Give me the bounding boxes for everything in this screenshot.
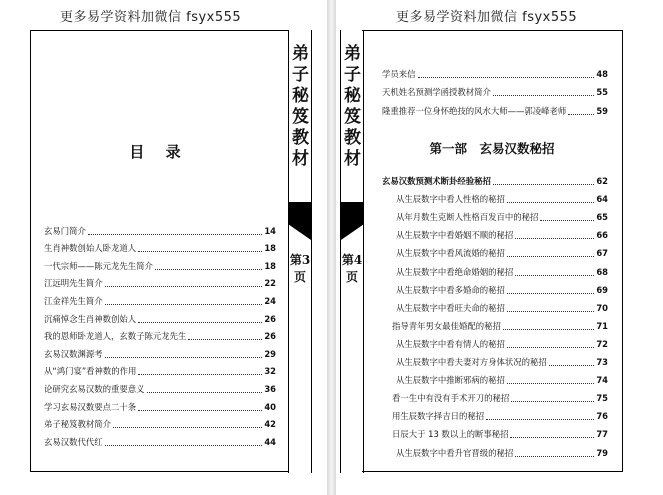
toc-entry-page: 76 — [596, 411, 608, 422]
dot-leader — [105, 304, 263, 305]
toc-entry-title: 学员来信 — [382, 68, 416, 79]
toc-entry-page: 32 — [264, 366, 276, 377]
dot-leader — [549, 365, 595, 366]
toc-entry-title: 用生辰数字择吉日的秘招 — [392, 411, 485, 422]
toc-entry-title: 一代宗师——陈元龙先生简介 — [44, 260, 153, 271]
toc-entry — [382, 99, 608, 118]
book-gutter — [327, 0, 336, 495]
toc-entry-title: 从“鸿门宴”看神数的作用 — [44, 366, 137, 377]
watermark: 更多易学资料加微信 fsyx555 — [396, 10, 578, 25]
dot-leader — [540, 220, 594, 221]
dot-leader — [568, 114, 594, 115]
toc-entry-title: 指导青年男女最佳婚配的秘招 — [392, 320, 501, 331]
toc-entry-title: 从生辰数字中看旺夫命的秘招 — [396, 302, 505, 313]
toc-entry — [382, 297, 608, 315]
dot-leader — [515, 275, 594, 276]
toc-entry-page: 14 — [264, 225, 276, 236]
page-number: 第4页 — [341, 253, 363, 284]
toc-entry — [382, 260, 608, 278]
toc-entry-title: 弟子秘笈教材简介 — [44, 419, 111, 430]
toc-entry — [44, 308, 276, 326]
toc-entry-page: 65 — [596, 212, 608, 223]
dot-leader — [147, 392, 263, 393]
toc-entry-page: 22 — [264, 278, 276, 289]
toc-entry — [44, 220, 276, 238]
left-page — [0, 0, 327, 495]
toc-entry-page: 26 — [264, 313, 276, 324]
dot-leader — [138, 410, 262, 411]
toc-entry-page: 62 — [596, 176, 608, 187]
watermark: 更多易学资料加微信 fsyx555 — [60, 10, 242, 25]
toc-entry — [382, 351, 608, 369]
toc-entry-title: 从生辰数字中看升官晋级的秘招 — [396, 447, 514, 458]
dot-leader — [503, 329, 594, 330]
toc-entry-page: 29 — [264, 348, 276, 359]
toc-entry — [382, 279, 608, 297]
side-band-right — [340, 30, 364, 473]
toc-entry-page: 48 — [596, 68, 608, 79]
dot-leader — [493, 184, 594, 185]
toc-title: 目 录 — [129, 143, 189, 161]
toc-entry-title: 从生辰数字中看多婚命的秘招 — [396, 284, 505, 295]
dot-leader — [507, 256, 594, 257]
toc-entry — [44, 378, 276, 396]
toc-entry — [44, 343, 276, 361]
toc-entry — [44, 290, 276, 308]
dot-leader — [113, 427, 262, 428]
toc-entry — [382, 242, 608, 260]
page-number: 第3页 — [289, 253, 311, 284]
toc-list-top — [382, 62, 608, 118]
toc-entry-page: 70 — [596, 302, 608, 313]
dot-leader — [138, 374, 262, 375]
toc-entry — [382, 405, 608, 423]
dot-leader — [507, 293, 594, 294]
toc-entry-page: 40 — [264, 401, 276, 412]
toc-entry-title: 学习玄易汉数要点二十条 — [44, 401, 137, 412]
toc-entry-page: 64 — [596, 194, 608, 205]
toc-entry-title: 天机姓名预测学函授教材简介 — [382, 87, 491, 97]
toc-entry — [382, 81, 608, 100]
toc-entry-page: 24 — [264, 295, 276, 306]
toc-entry-page: 79 — [596, 447, 608, 458]
dot-leader — [105, 286, 263, 287]
toc-entry — [382, 423, 608, 441]
toc-entry-title: 从生辰数字中看绝命婚姻的秘招 — [396, 266, 514, 277]
toc-list-main — [382, 170, 608, 460]
dot-leader — [138, 322, 262, 323]
dot-leader — [493, 95, 594, 96]
toc-entry-title: 从生辰数字中看人性格的秘招 — [396, 194, 505, 205]
toc-entry — [44, 238, 276, 256]
toc-entry — [44, 273, 276, 291]
black-tab — [341, 202, 363, 240]
toc-entry-title: 看一生中有没有手术开刀的秘招 — [392, 393, 510, 404]
toc-entry-page: 18 — [264, 260, 276, 271]
toc-entry-page: 69 — [596, 284, 608, 295]
toc-entry-page: 74 — [596, 375, 608, 386]
toc-entry — [382, 188, 608, 206]
toc-entry-page: 18 — [264, 243, 276, 254]
toc-entry-title: 玄易汉数预测术断卦经验秘招 — [382, 176, 491, 187]
book-title: 弟子秘笈教材 — [340, 44, 360, 170]
dot-leader — [188, 339, 262, 340]
toc-entry-page: 36 — [264, 383, 276, 394]
section-title: 第一部 玄易汉数秘招 — [429, 141, 555, 156]
toc-entry-page: 66 — [596, 230, 608, 241]
toc-entry-title: 江远明先生简介 — [44, 278, 103, 289]
toc-entry-page: 68 — [596, 266, 608, 277]
toc-entry — [382, 315, 608, 333]
toc-entry — [44, 431, 276, 449]
toc-entry — [382, 62, 608, 81]
toc-entry — [382, 170, 608, 188]
toc-entry — [382, 369, 608, 387]
toc-entry-page: 75 — [596, 393, 608, 404]
toc-entry-title: 玄易门简介 — [44, 225, 86, 236]
toc-entry-page: 42 — [264, 419, 276, 430]
dot-leader — [515, 238, 594, 239]
right-page — [336, 0, 663, 495]
toc-entry — [382, 224, 608, 242]
toc-entry-title: 生肖神数创始人卧龙道人 — [44, 243, 137, 254]
toc-entry — [382, 333, 608, 351]
toc-entry-title: 从生辰数字中看有情人的秘招 — [396, 338, 505, 349]
toc-entry-title: 从生辰数字中看婚姻不顺的秘招 — [396, 230, 514, 241]
toc-entry-title: 论研究玄易汉数的重要意义 — [44, 383, 145, 394]
dot-leader — [105, 445, 263, 446]
dot-leader — [510, 437, 594, 438]
toc-entry — [382, 387, 608, 405]
toc-entry-title: 沉痛悼念生肖神数创始人 — [44, 313, 137, 324]
toc-entry-title: 从生辰数字中看风流婚的秘招 — [396, 248, 505, 259]
book-title: 弟子秘笈教材 — [288, 44, 308, 170]
dot-leader — [138, 251, 262, 252]
dot-leader — [507, 311, 594, 312]
toc-entry-title: 玄易汉数代代红 — [44, 436, 103, 447]
dot-leader — [515, 456, 594, 457]
toc-entry-page: 71 — [596, 320, 608, 331]
toc-entry-page: 67 — [596, 248, 608, 259]
toc-entry-page: 44 — [264, 436, 276, 447]
dot-leader — [507, 383, 594, 384]
toc-entry-page: 55 — [596, 87, 608, 97]
toc-entry-page: 73 — [596, 357, 608, 368]
toc-entry-title: 从生辰数字中看夫妻对方身体状况的秘招 — [396, 357, 547, 368]
toc-entry-page: 59 — [596, 105, 608, 116]
toc-entry-page: 72 — [596, 338, 608, 349]
toc-entry — [44, 396, 276, 414]
toc-entry — [44, 255, 276, 273]
toc-entry — [44, 414, 276, 432]
toc-entry-title: 从生辰数字中推断邪病的秘招 — [396, 375, 505, 386]
dot-leader — [507, 202, 594, 203]
toc-entry-title: 我的恩师卧龙道人，玄数子陈元龙先生 — [44, 331, 187, 342]
dot-leader — [105, 357, 263, 358]
toc-entry-page: 26 — [264, 331, 276, 342]
dot-leader — [418, 77, 595, 78]
toc-entry-title: 玄易汉数渊源考 — [44, 348, 103, 359]
toc-entry — [382, 206, 608, 224]
dot-leader — [511, 401, 594, 402]
toc-entry-page: 77 — [596, 429, 608, 440]
toc-entry — [44, 361, 276, 379]
toc-entry-title: 隆重推荐一位身怀绝技的风水大师——郭凌峰老师 — [382, 105, 567, 116]
toc-entry — [44, 326, 276, 344]
toc-list — [44, 220, 276, 449]
side-band-left — [288, 30, 312, 473]
toc-entry-title: 江金祥先生简介 — [44, 295, 103, 306]
toc-entry-title: 从年月数生克断人性格百发百中的秘招 — [396, 212, 539, 223]
black-tab — [289, 202, 311, 240]
dot-leader — [88, 234, 262, 235]
toc-entry — [382, 441, 608, 459]
dot-leader — [486, 419, 594, 420]
dot-leader — [155, 269, 262, 270]
dot-leader — [507, 347, 594, 348]
toc-entry-title: 日辰大于 13 数以上的断事秘招 — [392, 429, 509, 440]
